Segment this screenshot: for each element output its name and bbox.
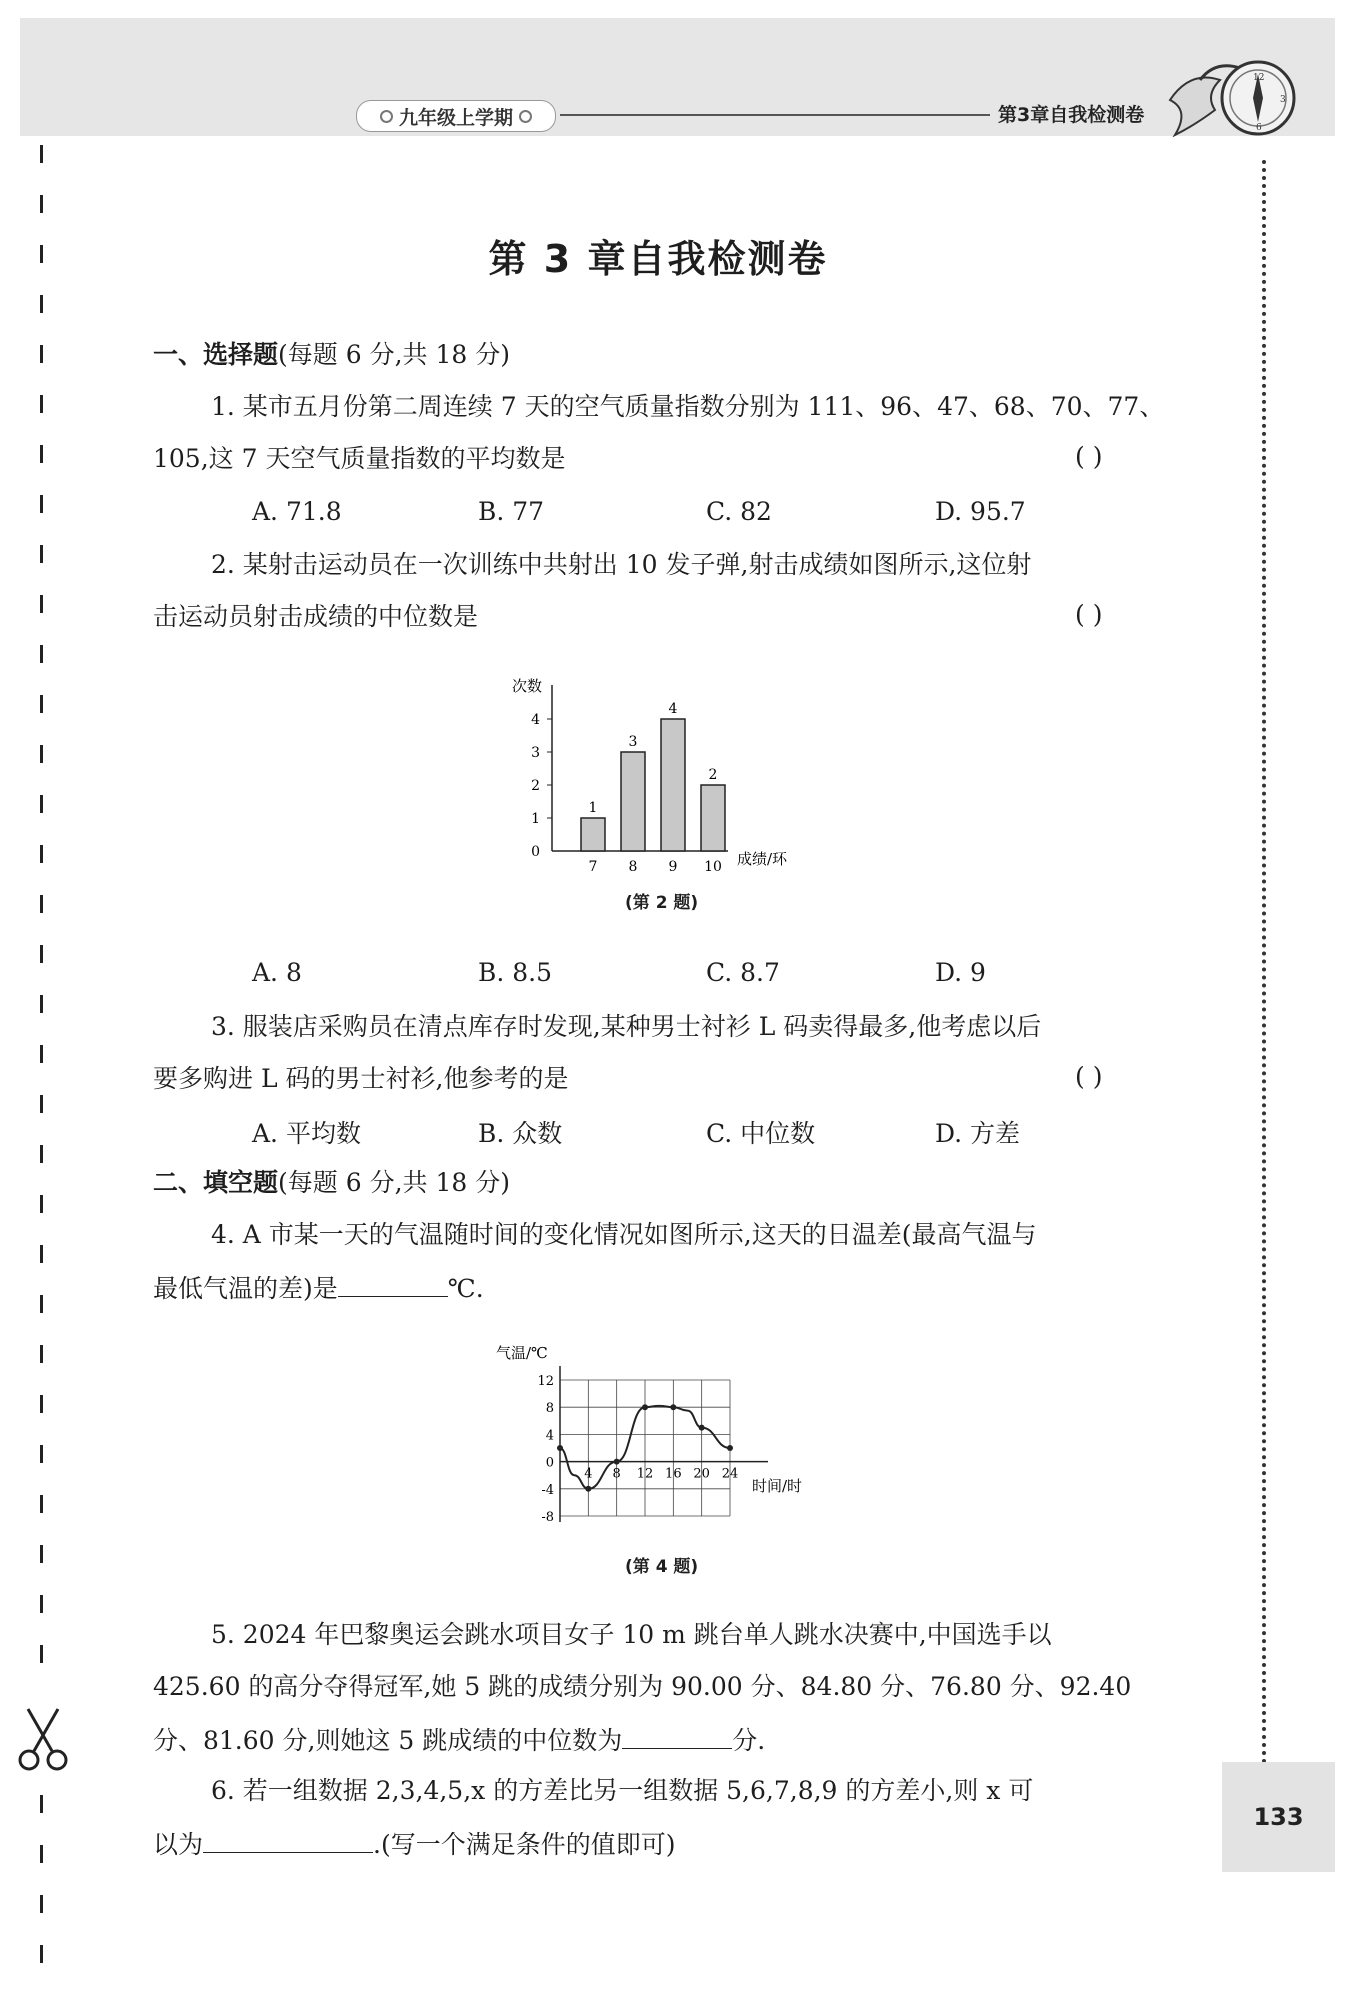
option-a: A. 8 — [252, 958, 302, 987]
data-point — [557, 1445, 563, 1451]
header-rule — [560, 114, 990, 116]
question-5-text-cont: 425.60 的高分夺得冠军,她 5 跳的成绩分别为 90.00 分、84.80 分、76.80 分、92.40 — [153, 1672, 1132, 1701]
header-chapter: 第3章自我检测卷 — [998, 104, 1145, 126]
data-point — [614, 1459, 620, 1465]
question-2-text: 2. 某射击运动员在一次训练中共射出 10 发子弹,射击成绩如图所示,这位射 — [211, 550, 1032, 579]
question-5-text-end: 分、81.60 分,则她这 5 跳成绩的中位数为 分. — [153, 1722, 765, 1758]
option-c: C. 8.7 — [706, 958, 780, 987]
answer-paren: ( ) — [1075, 1062, 1103, 1091]
x-tick-label: 20 — [693, 1466, 710, 1482]
data-point — [585, 1486, 591, 1492]
option-c: C. 82 — [706, 497, 772, 526]
x-tick-label: 8 — [628, 859, 638, 875]
y-tick-label: -4 — [541, 1482, 554, 1498]
bar-chart — [500, 665, 830, 880]
compass-runner-icon — [1160, 50, 1300, 145]
dotted-margin — [1262, 160, 1266, 1765]
answer-paren: ( ) — [1075, 600, 1103, 629]
y-axis-label: 气温/℃ — [496, 1344, 548, 1362]
y-tick-label: 0 — [545, 1455, 554, 1471]
bar — [581, 818, 605, 851]
svg-text:12: 12 — [1253, 73, 1265, 83]
grade-badge: 九年级上学期 — [356, 100, 556, 132]
y-tick-label: 3 — [531, 745, 540, 761]
question-3-text: 3. 服装店采购员在清点库存时发现,某种男士衬衫 L 码卖得最多,他考虑以后 — [211, 1012, 1042, 1041]
y-tick-label: 2 — [531, 778, 540, 794]
option-b: B. 77 — [478, 497, 545, 526]
data-label: 3 — [628, 734, 638, 750]
question-6-text: 6. 若一组数据 2,3,4,5,x 的方差比另一组数据 5,6,7,8,9 的方差小,则 x 可 — [211, 1776, 1034, 1805]
option-b: B. 8.5 — [478, 958, 553, 987]
answer-paren: ( ) — [1075, 442, 1103, 471]
section-heading: 二、填空题(每题 6 分,共 18 分) — [153, 1168, 510, 1197]
section-heading: 一、选择题(每题 6 分,共 18 分) — [153, 340, 510, 369]
bar — [661, 719, 685, 851]
data-point — [642, 1404, 648, 1410]
svg-text:3: 3 — [1280, 95, 1286, 105]
question-2-text-cont: 击运动员射击成绩的中位数是 — [153, 602, 479, 631]
question-3-text-cont: 要多购进 L 码的男士衬衫,他参考的是 — [153, 1064, 569, 1093]
x-tick-label: 10 — [704, 859, 722, 875]
answer-blank[interactable] — [338, 1270, 448, 1297]
svg-text:6: 6 — [1256, 123, 1262, 133]
option-c: C. 中位数 — [706, 1119, 816, 1148]
question-1-text-cont: 105,这 7 天空气质量指数的平均数是 — [153, 444, 566, 473]
y-tick-label: 4 — [545, 1428, 554, 1444]
x-tick-label: 24 — [721, 1466, 739, 1482]
option-d: D. 9 — [935, 958, 986, 987]
bar — [701, 785, 725, 851]
data-point — [727, 1445, 733, 1451]
y-tick-label: 0 — [531, 844, 540, 860]
y-tick-label: 4 — [531, 712, 540, 728]
answer-blank[interactable] — [622, 1722, 732, 1749]
answer-blank[interactable] — [203, 1826, 373, 1853]
x-tick-label: 4 — [584, 1466, 593, 1482]
x-tick-label: 7 — [588, 859, 598, 875]
x-tick-label: 8 — [612, 1466, 621, 1482]
data-label: 1 — [588, 800, 598, 816]
option-b: B. 众数 — [478, 1119, 563, 1148]
y-tick-label: 1 — [531, 811, 540, 827]
y-axis-label: 次数 — [512, 677, 543, 695]
option-d: D. 方差 — [935, 1119, 1021, 1148]
question-5-text: 5. 2024 年巴黎奥运会跳水项目女子 10 m 跳台单人跳水决赛中,中国选手以 — [211, 1620, 1052, 1649]
data-label: 4 — [668, 701, 678, 717]
page-title: 第 3 章自我检测卷 — [488, 237, 828, 281]
y-tick-label: 8 — [545, 1401, 554, 1417]
data-point — [699, 1425, 705, 1431]
y-tick-label: 12 — [537, 1374, 554, 1389]
line-chart — [490, 1338, 840, 1538]
x-tick-label: 12 — [636, 1466, 654, 1482]
data-label: 2 — [708, 767, 718, 783]
option-a: A. 71.8 — [252, 497, 342, 526]
x-axis-label: 成绩/环 — [737, 850, 788, 868]
x-tick-label: 9 — [668, 859, 678, 875]
scissors-icon — [12, 1705, 74, 1775]
page-number: 133 — [1222, 1762, 1335, 1872]
x-axis-label: 时间/时 — [752, 1477, 803, 1495]
option-d: D. 95.7 — [935, 497, 1026, 526]
figure-caption: (第 2 题) — [625, 893, 699, 913]
x-tick-label: 16 — [665, 1466, 682, 1482]
bar — [621, 752, 645, 851]
figure-caption: (第 4 题) — [625, 1557, 699, 1577]
question-1-text: 1. 某市五月份第二周连续 7 天的空气质量指数分别为 111、96、47、68、70、77、 — [211, 392, 1165, 421]
question-6-text-cont: 以为 .(写一个满足条件的值即可) — [153, 1826, 675, 1862]
question-4-text: 4. A 市某一天的气温随时间的变化情况如图所示,这天的日温差(最高气温与 — [211, 1220, 1037, 1249]
y-tick-label: -8 — [541, 1510, 554, 1525]
option-a: A. 平均数 — [252, 1119, 361, 1148]
data-point — [670, 1404, 676, 1410]
question-4-text-cont: 最低气温的差)是 ℃. — [153, 1270, 484, 1306]
